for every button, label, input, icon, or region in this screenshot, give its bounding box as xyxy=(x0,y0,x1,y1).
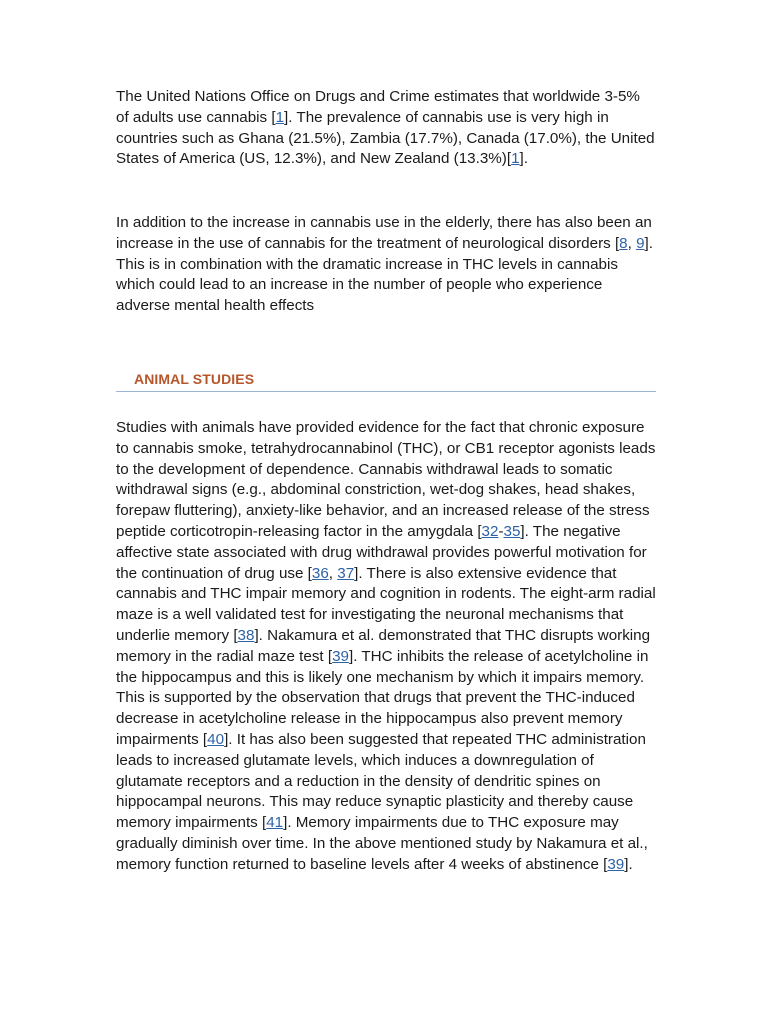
citation-link[interactable]: 41 xyxy=(266,814,284,832)
text: ]. This is in combination with the dramatic increase in THC levels in cannabis which could lead to an increase in the number of people who experience adverse mental health effects xyxy=(116,234,653,315)
text: ]. The negative affective state associated with drug withdrawal provides powerful motivation for the continuation of drug use [ xyxy=(116,522,647,582)
section-heading-rule xyxy=(116,369,656,392)
citation-link[interactable]: 40 xyxy=(207,730,225,748)
paragraph-animal-studies xyxy=(116,418,656,876)
paragraph-neurological-use xyxy=(116,213,656,317)
citation-link[interactable]: 35 xyxy=(503,522,521,540)
citation-link[interactable]: 32 xyxy=(481,522,499,540)
section-heading: ANIMAL STUDIES xyxy=(134,370,255,387)
citation-link[interactable]: 39 xyxy=(607,855,625,873)
citation-link[interactable]: 1 xyxy=(275,108,285,126)
text: ]. The prevalence of cannabis use is very high in countries such as Ghana (21.5%), Zambia (17.7%), Canada (17.0%), the United States of America (US, 12.3%), and New Zealand (13.3%)[ xyxy=(116,108,655,168)
citation-link[interactable]: 1 xyxy=(511,150,520,168)
text: , xyxy=(627,234,637,252)
text: ]. xyxy=(624,855,633,873)
citation-link[interactable]: 9 xyxy=(636,234,645,252)
citation-link[interactable]: 8 xyxy=(619,234,628,252)
text: ]. There is also extensive evidence that cannabis and THC impair memory and cognition in rodents. The eight-arm radial maze is a well validated test for investigating the neuronal mechanisms that underlie memory [ xyxy=(116,564,656,644)
text: The United Nations Office on Drugs and Crime estimates that worldwide 3-5% of adults use cannabis [ xyxy=(116,88,640,126)
citation-link[interactable]: 38 xyxy=(237,626,255,644)
paragraph-prevalence xyxy=(116,87,656,191)
text: - xyxy=(498,522,504,540)
text: ]. xyxy=(519,150,528,168)
text: In addition to the increase in cannabis use in the elderly, there has also been an increase in the use of cannabis for the treatment of neurological disorders [ xyxy=(116,214,652,252)
citation-link[interactable]: 36 xyxy=(311,564,329,582)
text: ]. THC inhibits the release of acetylcholine in the hippocampus and this is likely one mechanism by which it impairs memory. This is supported by the observation that drugs that prevent the THC-induced decrease in acetylcholine release in the hippocampus also prevent memory impairments [ xyxy=(116,647,649,748)
document-page xyxy=(116,87,656,876)
citation-link[interactable]: 37 xyxy=(337,564,355,582)
text: , xyxy=(328,564,338,582)
text: ]. Memory impairments due to THC exposure may gradually diminish over time. In the above mentioned study by Nakamura et al., memory function returned to baseline levels after 4 weeks of abstinence [ xyxy=(116,814,648,873)
text: ]. It has also been suggested that repeated THC administration leads to increased glutamate levels, which induces a downregulation of glutamate receptors and a reduction in the density of dendritic spines on hippocampal neurons. This may reduce synaptic plasticity and thereby cause memory impairments [ xyxy=(116,730,646,832)
citation-link[interactable]: 39 xyxy=(332,647,349,665)
text: ]. Nakamura et al. demonstrated that THC disrupts working memory in the radial maze test [ xyxy=(116,626,651,665)
text: Studies with animals have provided evidence for the fact that chronic exposure to cannabis smoke, tetrahydrocannabinol (THC), or CB1 receptor agonists leads to the development of dependence. Cannabis withdrawal leads to somatic withdrawal signs (e.g., abdominal constriction, wet-dog shakes, head shakes, forepaw fluttering), anxiety-like behavior, and an increased release of the stress peptide corticotropin-releasing factor in the amygdala [ xyxy=(116,418,656,540)
